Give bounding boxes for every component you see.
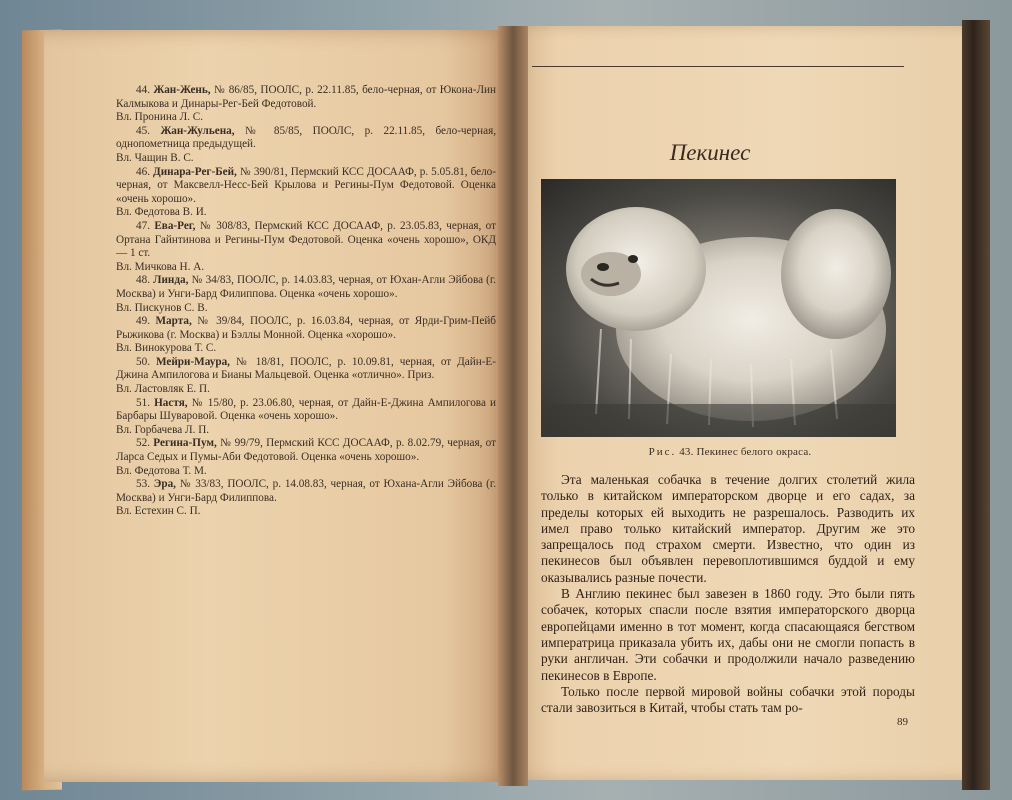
entry-number: 49. xyxy=(136,315,150,328)
entry-number: 45. xyxy=(136,124,150,137)
dog-name: Регина-Пум, xyxy=(153,437,217,450)
entry-number: 50. xyxy=(136,355,150,368)
owner-line: Вл. Естехин С. П. xyxy=(116,505,201,518)
entry-number: 44. xyxy=(136,84,150,96)
registry-entry xyxy=(116,356,496,397)
entry-number: 51. xyxy=(136,396,150,409)
caption-prefix: Рис. xyxy=(648,446,677,458)
figure-caption xyxy=(560,446,900,458)
entry-number: 52. xyxy=(136,437,150,450)
dog-name: Марта, xyxy=(155,315,192,328)
owner-line: Вл. Федотова Т. М. xyxy=(116,464,207,477)
owner-line: Вл. Чащин В. С. xyxy=(116,151,194,164)
entry-text xyxy=(116,166,496,207)
registry-entry xyxy=(116,274,496,315)
paragraph: Только после первой мировой войны собачки этой породы стали завозиться в Китай, чтобы стать там ро- xyxy=(541,683,915,716)
registry-entry xyxy=(116,166,496,220)
book-gutter xyxy=(498,26,528,786)
entry-details: № 390/81, Пермский КСС ДОСААФ, р. 5.05.81, бело-черная, от Максвелл-Несс-Бей Крылова и Регины-Пум Федотовой. Оценка «очень хорошо». xyxy=(116,165,496,205)
owner-line: Вл. Пронина Л. С. xyxy=(116,111,204,124)
entry-details: № 33/83, ПООЛС, р. 14.08.83, черная, от Юхана-Агли Эйбова (г. Москва) и Унги-Бард Филиппова. xyxy=(116,478,497,504)
entry-details: № 34/83, ПООЛС, р. 14.03.83, черная, от Юхан-Агли Эйбова (г. Москва) и Унги-Бард Филиппова. Оценка «очень хорошо». xyxy=(116,274,497,300)
owner-line: Вл. Винокурова Т. С. xyxy=(116,342,217,355)
registry-entry xyxy=(116,397,496,438)
right-page-edges xyxy=(962,20,990,790)
entry-text xyxy=(116,274,496,301)
header-rule xyxy=(532,66,904,67)
breed-description xyxy=(541,472,915,716)
entry-text xyxy=(116,356,496,383)
dog-name: Динара-Рег-Бей, xyxy=(153,165,237,178)
dog-name: Мейри-Маура, xyxy=(155,355,230,368)
dog-name: Настя, xyxy=(154,396,188,409)
paragraph: В Англию пекинес был завезен в 1860 году. Это были пять собачек, которых спасли после взятия императорского дворца европейцами именно в тот момент, когда спасающаяся бегством императрица приказала убить их, дабы они не смогли попасть в руки англичан. Эти собачки и продолжили начало разведению пекинесов в Европе. xyxy=(541,586,915,683)
entry-details: № 18/81, ПООЛС, р. 10.09.81, черная, от Дайн-Е-Джина Ампилогова и Бианы Мальцевой. Оценка «отлично». Приз. xyxy=(116,355,496,382)
pekingese-photo xyxy=(541,179,896,437)
pekingese-dog-icon xyxy=(541,179,896,437)
dog-name: Эра, xyxy=(153,478,176,491)
entry-details: № 308/83, Пермский КСС ДОСААФ, р. 23.05.83, черная, от Ортана Гайнтинова и Регины-Пум Федотовой. Оценка «очень хорошо», ОКД — 1 ст. xyxy=(116,219,497,260)
registry-entry xyxy=(116,125,496,166)
owner-line: Вл. Ластовляк Е. П. xyxy=(116,383,210,396)
entry-number: 53. xyxy=(136,478,150,491)
entry-details: № 85/85, ПООЛС, р. 22.11.85, бело-черная, однопометница предыдущей. xyxy=(116,124,497,151)
entry-text xyxy=(116,478,496,505)
entry-number: 47. xyxy=(136,219,150,232)
entry-text xyxy=(116,397,496,424)
owner-line: Вл. Горбачева Л. П. xyxy=(116,423,210,436)
owner-line: Вл. Пискунов С. В. xyxy=(116,301,208,314)
caption-text: 43. Пекинес белого окраса. xyxy=(679,446,812,458)
entry-text xyxy=(116,437,496,464)
dog-name: Линда, xyxy=(153,274,189,287)
owner-line: Вл. Мичкова Н. А. xyxy=(116,260,205,273)
registry-entry xyxy=(116,220,496,274)
registry-entry xyxy=(116,478,496,519)
dog-name: Ева-Рег, xyxy=(154,219,196,232)
entry-details: № 39/84, ПООЛС, р. 16.03.84, черная, от Ярди-Грим-Пейб Рыжикова (г. Москва) и Бэллы Монной. Оценка «хорошо». xyxy=(116,315,496,341)
entry-text xyxy=(116,125,496,152)
registry-entry xyxy=(116,437,496,478)
entry-details: № 99/79, Пермский КСС ДОСААФ, р. 8.02.79, черная, от Ларса Седых и Пумы-Аби Федотовой. Оценка «очень хорошо». xyxy=(116,437,497,464)
registry-entry xyxy=(116,84,496,125)
page-number: 89 xyxy=(897,716,908,728)
dog-name: Жан-Жень, xyxy=(153,84,211,96)
entry-text xyxy=(116,315,496,342)
dog-registry-list xyxy=(116,84,496,519)
owner-line: Вл. Федотова В. И. xyxy=(116,206,207,219)
dog-name: Жан-Жульена, xyxy=(160,124,235,137)
entry-number: 48. xyxy=(136,274,150,287)
paragraph: Эта маленькая собачка в течение долгих столетий жила только в китайском императорском дворце и его садах, за пределы которых ей выходить не разрешалось. Разводить их имел право только китайский император. Другим же это запрещалось под страхом смерти. Известно, что один из пекинесов был объявлен перевоплотившимся буддой и ему оказывались разные почести. xyxy=(541,472,915,585)
entry-details: № 15/80, р. 23.06.80, черная, от Дайн-Е-Джина Ампилогова и Барбары Шуваровой. Оценка «очень хорошо». xyxy=(116,396,497,423)
breed-title: Пекинес xyxy=(669,140,751,165)
entry-text xyxy=(116,220,496,261)
entry-details: № 86/85, ПООЛС, р. 22.11.85, бело-черная, от Юкона-Лин Калмыкова и Динары-Рег-Бей Федотовой. xyxy=(116,84,497,110)
entry-text xyxy=(116,84,496,111)
registry-entry xyxy=(116,315,496,356)
entry-number: 46. xyxy=(136,165,150,178)
